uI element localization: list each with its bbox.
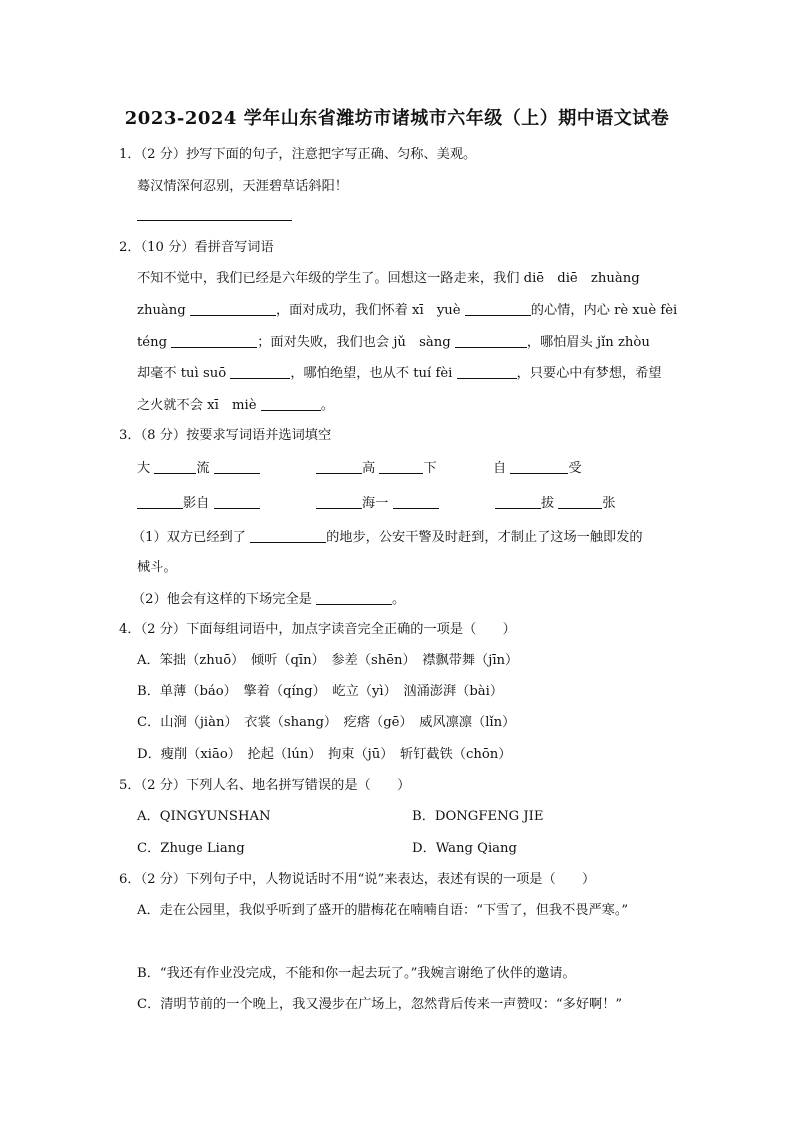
q1-sentence: 蓦汉情深何忍别，天涯碧草话斜阳！ <box>137 179 348 194</box>
q3-blank[interactable] <box>495 494 541 509</box>
q2-text: ，哪怕眉头 jǐn zhòu <box>526 335 650 350</box>
q3-fill-1[interactable] <box>250 528 326 543</box>
q2-line-5 <box>137 396 334 415</box>
q1-stem: 1．（2 分）抄写下面的句子，注意把字写正确、匀称、美观。 <box>119 147 477 162</box>
q3-idiom-3 <box>493 459 582 478</box>
q2-pinyin: zhuàng <box>137 303 186 318</box>
q2-text: 的心情，内心 rè xuè fèi <box>530 303 678 318</box>
q3-sentence-1 <box>132 528 643 547</box>
q2-text: 却毫不 tuì suō <box>137 366 227 381</box>
q3-char: 下 <box>423 461 437 476</box>
q4-option-b[interactable]: B．单薄（báo） 擎着（qíng） 屹立（yì） 汹涌澎湃（bài） <box>137 684 504 699</box>
q3-char: 张 <box>602 496 616 511</box>
q6-stem: 6．（2 分）下列句子中，人物说话时不用“说”来表达，表述有误的一项是（ ） <box>119 872 596 887</box>
q6-option-a[interactable]: A．走在公园里，我似乎听到了盛开的腊梅花在喃喃自语：“下雪了，但我不畏严寒。” <box>137 903 629 918</box>
q3-idiom-4 <box>137 494 260 513</box>
q2-text: ，面对成功，我们怀着 xī yuè <box>275 303 461 318</box>
q2-line-2 <box>137 301 677 320</box>
q2-text: ，只要心中有梦想，希望 <box>516 366 662 381</box>
q3-blank[interactable] <box>154 459 196 474</box>
q3-char: 流 <box>196 461 210 476</box>
q6-option-b[interactable]: B．“我还有作业没完成，不能和你一起去玩了。”我婉言谢绝了伙伴的邀请。 <box>137 966 576 981</box>
q2-blank-4[interactable] <box>455 333 527 348</box>
q1-answer-line[interactable] <box>137 206 292 225</box>
q6-option-c[interactable]: C．清明节前的一个晚上，我又漫步在广场上，忽然背后传来一声赞叹：“多好啊！” <box>137 997 623 1012</box>
q3-char: 拔 <box>541 496 555 511</box>
q2-blank-6[interactable] <box>457 364 517 379</box>
q3-blank[interactable] <box>558 494 602 509</box>
q5-option-d[interactable]: D．Wang Qiang <box>412 841 517 856</box>
q3-blank[interactable] <box>510 459 568 474</box>
q2-blank-7[interactable] <box>261 396 321 411</box>
q4-option-a[interactable]: A．笨拙（zhuō） 倾听（qīn） 参差（shēn） 襟飘带舞（jīn） <box>137 653 519 668</box>
q3-blank[interactable] <box>137 494 183 509</box>
q2-text: 。 <box>320 398 334 413</box>
q4-stem: 4．（2 分）下面每组词语中，加点字读音完全正确的一项是（ ） <box>119 622 516 637</box>
q4-option-d[interactable]: D．瘦削（xiāo） 抡起（lún） 拘束（jū） 斩钉截铁（chōn） <box>137 747 512 762</box>
q3-text: （2）他会有这样的下场完全是 <box>132 592 312 607</box>
q5-option-c[interactable]: C．Zhuge Liang <box>137 841 245 856</box>
q3-char: 高 <box>362 461 376 476</box>
q4-option-c[interactable]: C．山涧（jiàn） 衣裳（shang） 疙瘩（gē） 威风凛凛（lǐn） <box>137 715 516 730</box>
q3-char: 影自 <box>183 496 210 511</box>
q3-idiom-1 <box>137 459 260 478</box>
q2-line-3 <box>137 333 650 352</box>
q2-line-1: 不知不觉中，我们已经是六年级的学生了。回想这一路走来，我们 diē diē zhuàng <box>137 271 640 286</box>
q2-pinyin: téng <box>137 335 168 350</box>
q3-idiom-2 <box>316 459 437 478</box>
q3-blank[interactable] <box>214 459 260 474</box>
q3-char: 海一 <box>362 496 389 511</box>
q3-blank[interactable] <box>393 494 439 509</box>
q2-text: ；面对失败，我们也会 jǔ sàng <box>257 335 451 350</box>
q3-sentence-1-cont: 械斗。 <box>137 560 177 575</box>
q3-sentence-2 <box>132 590 405 609</box>
q2-blank-5[interactable] <box>230 364 290 379</box>
q2-text: 之火就不会 xī miè <box>137 398 257 413</box>
q3-idiom-5 <box>316 494 439 513</box>
q3-stem: 3．（8 分）按要求写词语并选词填空 <box>119 428 332 443</box>
q3-blank[interactable] <box>316 494 362 509</box>
q2-stem: 2．（10 分）看拼音写词语 <box>119 240 274 255</box>
q3-char: 大 <box>137 461 151 476</box>
q5-option-b[interactable]: B．DONGFENG JIE <box>412 809 544 824</box>
q3-text: （1）双方已经到了 <box>132 530 246 545</box>
q3-char: 自 <box>493 461 507 476</box>
q3-char: 受 <box>568 461 582 476</box>
q2-text: ，哪怕绝望，也从不 tuí fèi <box>290 366 453 381</box>
q2-blank-3[interactable] <box>171 333 257 348</box>
q5-stem: 5．（2 分）下列人名、地名拼写错误的是（ ） <box>119 778 411 793</box>
q3-fill-2[interactable] <box>316 590 392 605</box>
q2-blank-2[interactable] <box>465 301 531 316</box>
q3-blank[interactable] <box>316 459 362 474</box>
q2-blank-1[interactable] <box>190 301 276 316</box>
q5-option-a[interactable]: A．QINGYUNSHAN <box>137 809 271 824</box>
q3-blank[interactable] <box>214 494 260 509</box>
q3-blank[interactable] <box>379 459 423 474</box>
q2-line-4 <box>137 364 662 383</box>
q3-text: 。 <box>392 592 406 607</box>
q3-text: 的地步，公安干警及时赶到，才制止了这场一触即发的 <box>326 530 643 545</box>
q3-idiom-6 <box>495 494 616 513</box>
exam-title: 2023-2024 学年山东省潍坊市诸城市六年级（上）期中语文试卷 <box>124 108 670 129</box>
